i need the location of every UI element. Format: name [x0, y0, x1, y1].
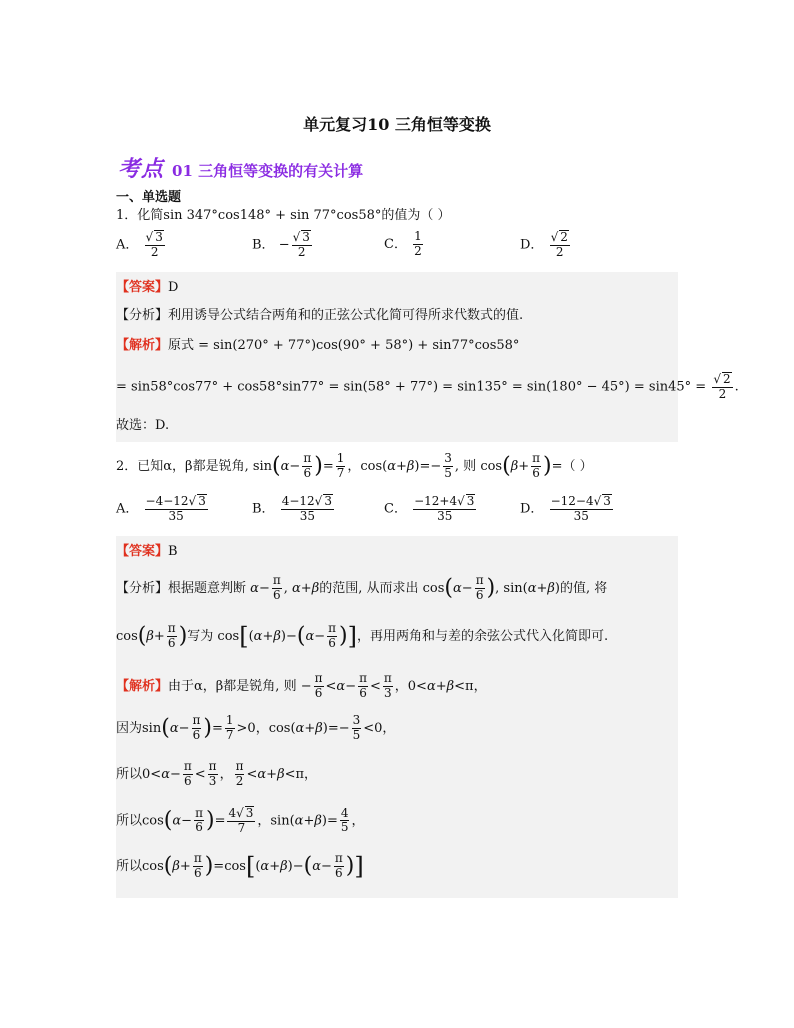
q2-option-b: B． $\frac{4-12√ 3}{35}$: [252, 494, 332, 523]
q1-option-b: B． − $\frac{√ 3}{2}$: [252, 230, 310, 259]
q1-analysis: 【分析】利用诱导公式结合两角和的正弦公式化简可得所求代数式的值.: [116, 308, 524, 323]
q2-solution-5: 所以cos(β+ $\frac{\pi}{6}$ )=cos[(α+β)−(α− $\frac{\pi}{6}$ )]: [116, 851, 364, 881]
q2-option-a: A． $\frac{-4-12√ 3}{35}$: [116, 494, 206, 523]
option-label: A．: [116, 237, 139, 253]
q2-analysis-2: cos(β+ $\frac{\pi}{6}$ )写为 cos[(α+β)−(α− $\frac{\pi}{6}$ )]，再用两角和与差的余弦公式代入化简即可.: [116, 621, 609, 651]
q1-solution-1: 【解析】原式 = sin(270° + 77°)cos(90° + 58°) + sin77°cos58°: [116, 338, 520, 353]
option-label: B．: [252, 501, 275, 517]
q2-solution-2: 因为sin(α− $\frac{\pi}{6}$ )= $\frac{1}{7}$ >0，cos(α+β)=− $\frac{3}{5}$ <0，: [116, 713, 396, 742]
q2-answer: 【答案】B: [116, 544, 178, 559]
q1-answer: 【答案】D: [116, 280, 179, 295]
option-label: D．: [520, 501, 544, 517]
q2-solution-1: 【解析】由于α，β都是锐角, 则 − $\frac{\pi}{6}$ <α− $\frac{\pi}{6}$ < $\frac{\pi}{3}$ ，0<α+β<π，: [116, 671, 487, 700]
q2-solution-4: 所以cos(α− $\frac{\pi}{6}$ )= $\frac{4√ 3}{7}$ ，sin(α+β)= $\frac{4}{5}$ ，: [116, 805, 365, 835]
topic-heading: [118, 152, 363, 183]
q2-stem: 2．已知α，β都是锐角, sin(α− $\frac{\pi}{6}$ )= $\frac{1}{7}$ ，cos(α+β)=− $\frac{3}{5}$ , 则 cos(β+ $\frac{\pi}{6}$ )=（ ）: [116, 451, 593, 480]
q1-solution-2: = sin58°cos77° + cos58°sin77° = sin(58° + 77°) = sin135° = sin(180° − 45°) = sin45° = $\frac{√ 2}{2}$ .: [116, 372, 739, 401]
q1-choose: 故选：D.: [116, 418, 170, 433]
q2-solution-3: 所以0<α− $\frac{\pi}{6}$ < $\frac{\pi}{3}$ ， $\frac{\pi}{2}$ <α+β<π，: [116, 759, 318, 788]
option-label: A．: [116, 501, 139, 517]
section-heading: 一、单选题: [116, 190, 182, 205]
q1-option-c: C． $\frac{1}{2}$: [384, 229, 422, 258]
topic-label: 考点: [118, 156, 165, 182]
q2-option-d: D． $\frac{-12-4√ 3}{35}$: [520, 494, 611, 523]
q2-analysis-1: 【分析】根据题意判断 α− $\frac{\pi}{6}$ , α+β的范围, 从而求出 cos(α− $\frac{\pi}{6}$ ), sin(α+β)的值, 将: [116, 573, 608, 602]
option-label: C．: [384, 236, 407, 252]
option-label: D．: [520, 237, 544, 253]
page-title: 单元复习10 三角恒等变换: [303, 115, 491, 134]
option-label: C．: [384, 501, 407, 517]
q1-option-d: D． $\frac{√ 2}{2}$: [520, 230, 568, 259]
topic-text: 01 三角恒等变换的有关计算: [172, 162, 364, 180]
q2-option-c: C． $\frac{-12+4√ 3}{35}$: [384, 494, 475, 523]
q1-stem: 1．化简sin 347°cos148° + sin 77°cos58°的值为（ ）: [116, 208, 451, 223]
option-label: B．: [252, 237, 275, 253]
q1-answer-box: [116, 272, 678, 442]
q1-option-a: A． $\frac{√ 3}{2}$: [116, 230, 163, 259]
